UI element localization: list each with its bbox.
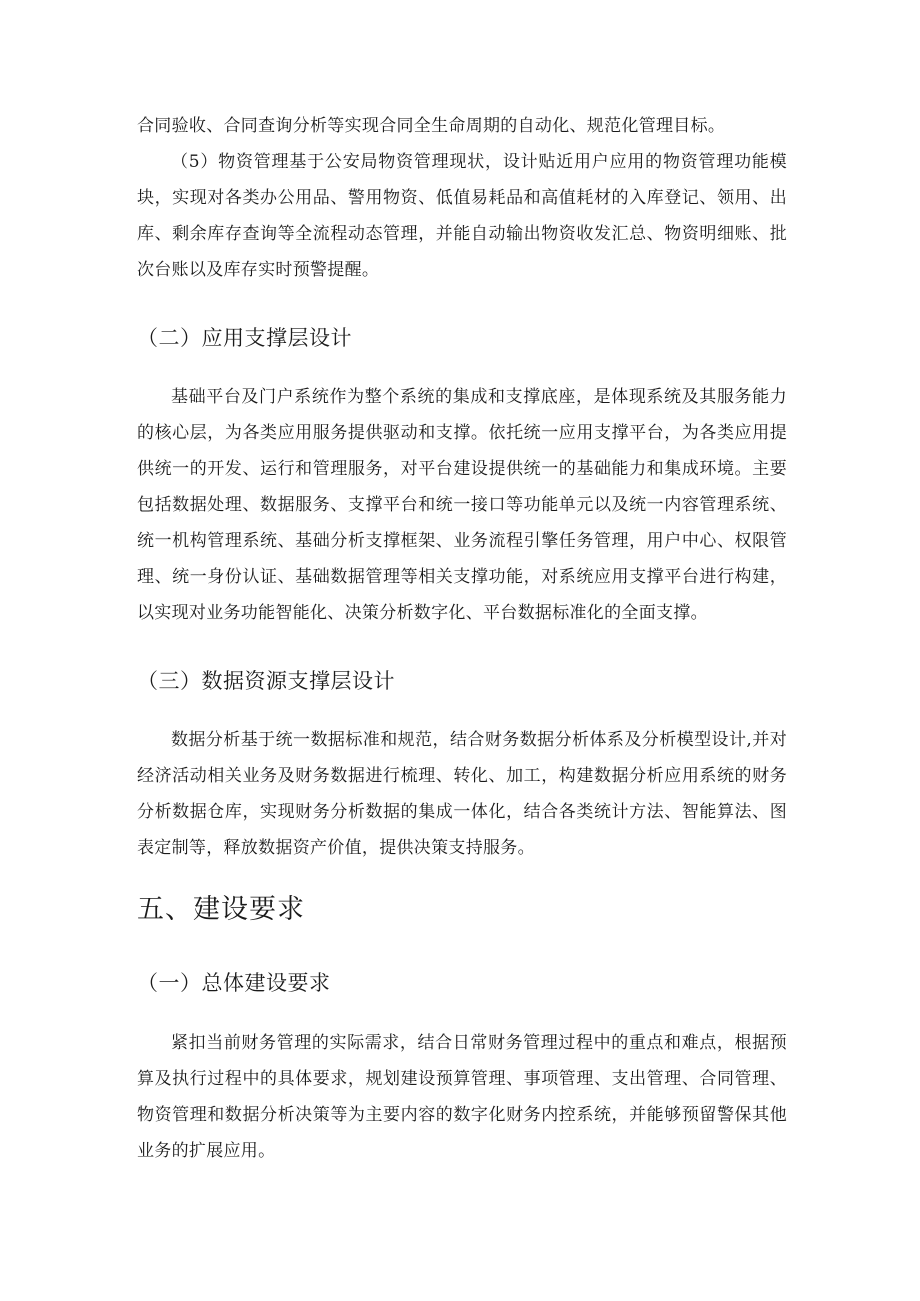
paragraph-text: 合同验收、合同查询分析等实现合同全生命周期的自动化、规范化管理目标。 <box>137 116 726 136</box>
heading-data-resource-support-layer <box>137 666 787 696</box>
heading-section-construction-requirements <box>137 892 787 928</box>
paragraph-text: 数据分析基于统一数据标准和规范，结合财务数据分析体系及分析模型设计,并对经济活动相关业务及财务数据进行梳理、转化、加工，构建数据分析应用系统的财务分析数据仓库，实现财务分析数据的集成一体化，结合各类统计方法、智能算法、图表定制等，释放数据资产价值，提供决策支持服务。 <box>137 730 787 858</box>
paragraph-data-analysis <box>137 722 787 866</box>
subsection-heading: （三）数据资源支撑层设计 <box>137 669 395 693</box>
paragraph-overall-requirements <box>137 1025 787 1169</box>
subsection-heading: （一）总体建设要求 <box>137 971 331 995</box>
section-heading: 五、建设要求 <box>137 894 305 925</box>
paragraph-text: （5）物资管理基于公安局物资管理现状，设计贴近用户应用的物资管理功能模块，实现对各类办公用品、警用物资、低值易耗品和高值耗材的入库登记、领用、出库、剩余库存查询等全流程动态管理，并能自动输出物资收发汇总、物资明细账、批次台账以及库存实时预警提醒。 <box>137 152 787 280</box>
paragraph-text: 基础平台及门户系统作为整个系统的集成和支撑底座，是体现系统及其服务能力的核心层，为各类应用服务提供驱动和支撑。依托统一应用支撑平台，为各类应用提供统一的开发、运行和管理服务，对平台建设提供统一的基础能力和集成环境。主要包括数据处理、数据服务、支撑平台和统一接口等功能单元以及统一内容管理系统、统一机构管理系统、基础分析支撑框架、业务流程引擎任务管理，用户中心、权限管理、统一身份认证、基础数据管理等相关支撑功能，对系统应用支撑平台进行构建，以实现对业务功能智能化、决策分析数字化、平台数据标准化的全面支撑。 <box>137 387 787 623</box>
heading-overall-requirements <box>137 968 787 998</box>
subsection-heading: （二）应用支撑层设计 <box>137 326 352 350</box>
paragraph-material-management <box>137 144 787 288</box>
heading-application-support-layer <box>137 323 787 353</box>
paragraph-contract-continued <box>137 108 787 144</box>
paragraph-text: 紧扣当前财务管理的实际需求，结合日常财务管理过程中的重点和难点，根据预算及执行过程中的具体要求，规划建设预算管理、事项管理、支出管理、合同管理、物资管理和数据分析决策等为主要内容的数字化财务内控系统，并能够预留警保其他业务的扩展应用。 <box>137 1033 787 1161</box>
paragraph-application-support <box>137 379 787 631</box>
